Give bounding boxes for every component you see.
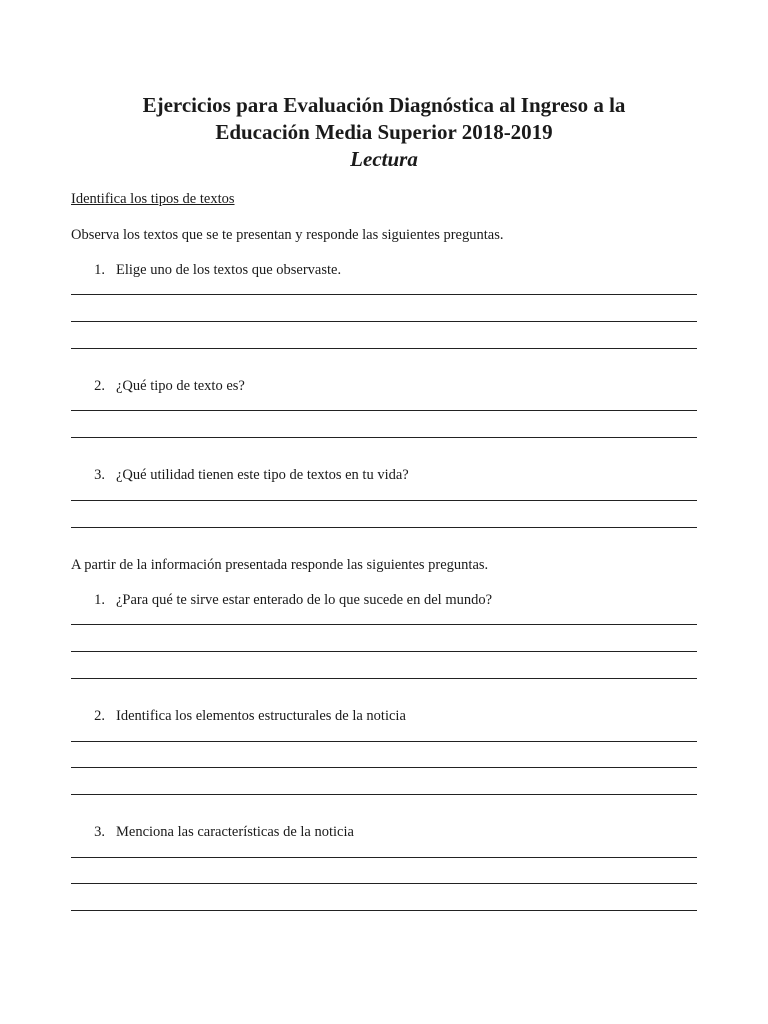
title-line-1: Ejercicios para Evaluación Diagnóstica al Ingreso a la: [142, 93, 626, 117]
answer-line[interactable]: [71, 624, 697, 625]
answer-line[interactable]: [71, 741, 697, 742]
answer-line[interactable]: [71, 883, 697, 884]
question-text: ¿Qué utilidad tienen este tipo de textos en tu vida?: [116, 467, 409, 483]
question-number: 3.: [94, 824, 105, 840]
question-text: ¿Para qué te sirve estar enterado de lo que sucede en del mundo?: [116, 592, 493, 608]
answer-line[interactable]: [71, 410, 697, 411]
answer-line[interactable]: [71, 500, 697, 501]
question-text: Identifica los elementos estructurales de la noticia: [116, 708, 406, 724]
instruction-1: Observa los textos que se te presentan y responde las siguientes preguntas.: [71, 227, 504, 243]
answer-line[interactable]: [71, 678, 697, 679]
section-heading: Identifica los tipos de textos: [71, 191, 235, 207]
question-number: 1.: [94, 262, 105, 278]
answer-line[interactable]: [71, 348, 697, 349]
answer-line[interactable]: [71, 857, 697, 858]
question-text: Elige uno de los textos que observaste.: [116, 262, 342, 278]
answer-line[interactable]: [71, 527, 697, 528]
question-number: 3.: [94, 467, 105, 483]
answer-line[interactable]: [71, 794, 697, 795]
answer-line[interactable]: [71, 294, 697, 295]
title-line-2: Educación Media Superior 2018-2019: [215, 120, 553, 144]
answer-line[interactable]: [71, 437, 697, 438]
question-text: ¿Qué tipo de texto es?: [116, 378, 245, 394]
answer-line[interactable]: [71, 910, 697, 911]
answer-line[interactable]: [71, 767, 697, 768]
page-title: [0, 92, 768, 173]
page-subtitle: Lectura: [350, 147, 418, 171]
question-number: 2.: [94, 708, 105, 724]
question-number: 1.: [94, 592, 105, 608]
instruction-2: A partir de la información presentada responde las siguientes preguntas.: [71, 557, 489, 573]
answer-line[interactable]: [71, 321, 697, 322]
question-number: 2.: [94, 378, 105, 394]
question-text: Menciona las características de la noticia: [116, 824, 354, 840]
answer-line[interactable]: [71, 651, 697, 652]
